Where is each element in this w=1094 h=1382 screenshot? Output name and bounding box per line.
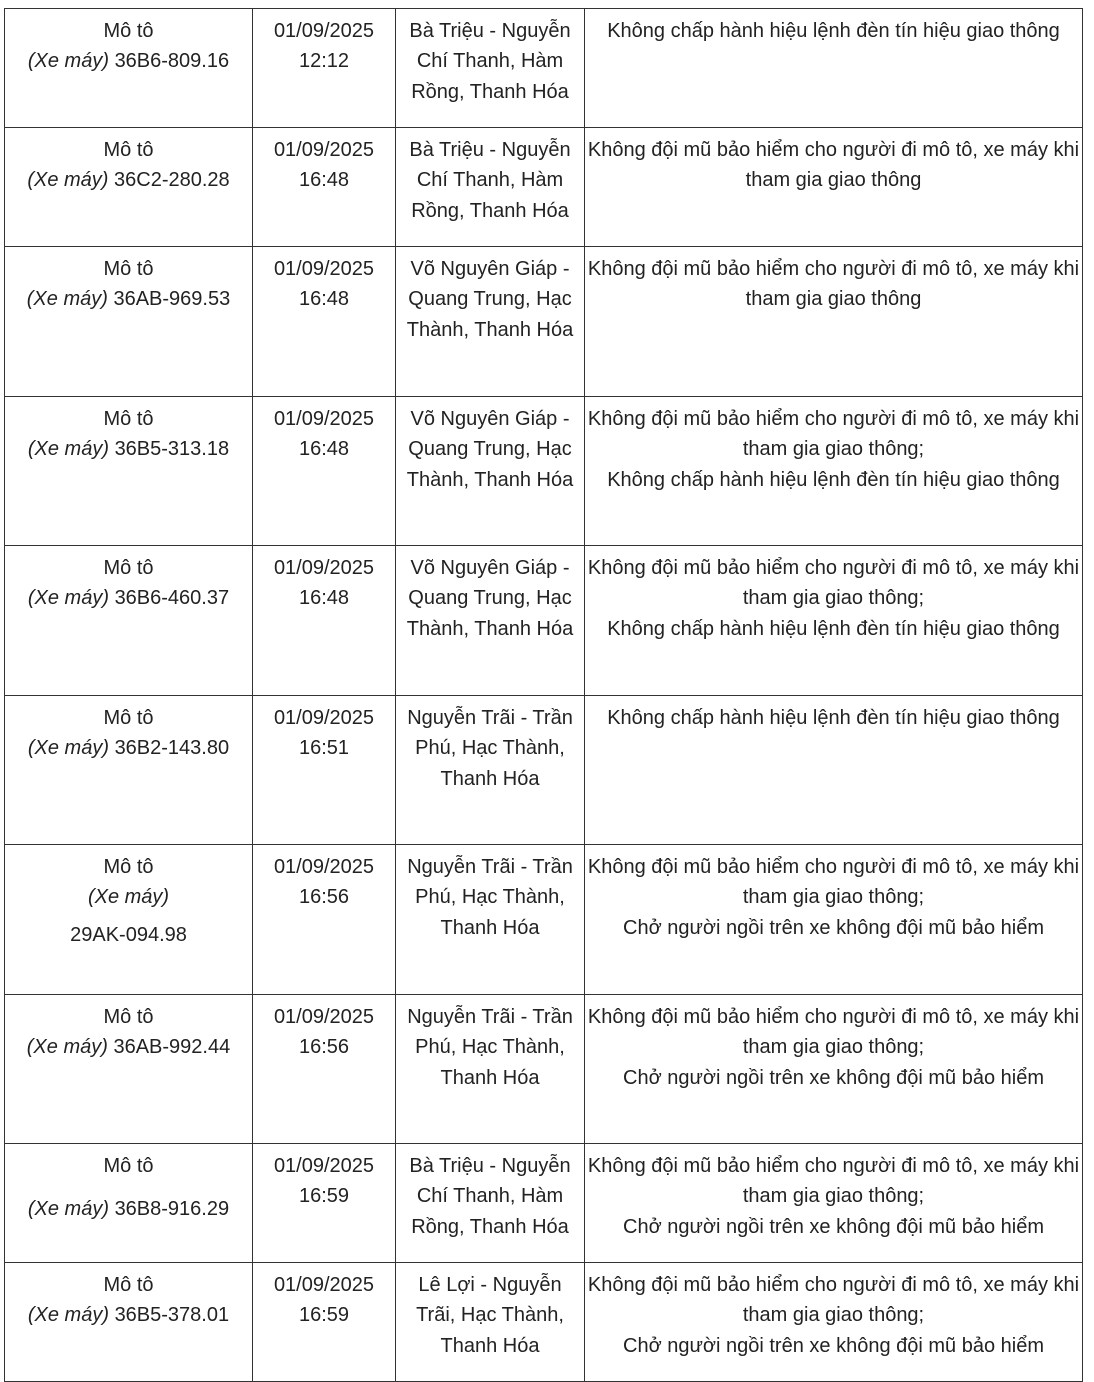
license-plate: 36B6-809.16 bbox=[114, 50, 230, 73]
violation-date: 01/09/2025 bbox=[273, 1006, 375, 1028]
location-cell bbox=[396, 995, 585, 1144]
violation-text: Không chấp hành hiệu lệnh đèn tín hiệu giao thông bbox=[607, 20, 1060, 42]
location-cell bbox=[396, 128, 585, 247]
vehicle-type: Mô tô bbox=[103, 258, 154, 280]
license-plate: 36AB-992.44 bbox=[113, 1036, 231, 1059]
vehicle-type: Mô tô bbox=[103, 1274, 154, 1296]
location-cell bbox=[396, 397, 585, 546]
datetime-cell bbox=[253, 1263, 396, 1382]
violation-location: Nguyễn Trãi - Trần Phú, Hạc Thành, Thanh Hóa bbox=[407, 707, 573, 790]
vehicle-cell bbox=[5, 9, 253, 128]
violation-text: Chở người ngồi trên xe không đội mũ bảo hiểm bbox=[623, 1215, 1044, 1238]
vehicle-type: Mô tô bbox=[103, 557, 154, 579]
violation-location: Võ Nguyên Giáp - Quang Trung, Hạc Thành, Thanh Hóa bbox=[406, 557, 574, 640]
violation-date: 01/09/2025 bbox=[273, 20, 375, 42]
datetime-cell bbox=[253, 845, 396, 995]
vehicle-cell bbox=[5, 845, 253, 995]
violation-cell bbox=[585, 696, 1083, 845]
violation-text: Không đội mũ bảo hiểm cho người đi mô tô, xe máy khi tham gia giao thông; bbox=[587, 1006, 1080, 1059]
violation-cell bbox=[585, 1144, 1083, 1263]
violation-text: Không đội mũ bảo hiểm cho người đi mô tô, xe máy khi tham gia giao thông; bbox=[587, 1155, 1080, 1208]
violation-time: 16:48 bbox=[298, 288, 350, 311]
violation-time: 16:59 bbox=[298, 1304, 350, 1327]
violation-date: 01/09/2025 bbox=[273, 1155, 375, 1177]
vehicle-subtype: (Xe máy) bbox=[87, 886, 170, 909]
vehicle-type: Mô tô bbox=[103, 139, 154, 161]
datetime-cell bbox=[253, 9, 396, 128]
violation-text: Không đội mũ bảo hiểm cho người đi mô tô, xe máy khi tham gia giao thông bbox=[587, 258, 1080, 311]
vehicle-type: Mô tô bbox=[103, 1155, 154, 1177]
vehicle-type: Mô tô bbox=[103, 707, 154, 729]
license-plate: 36B8-916.29 bbox=[114, 1198, 230, 1221]
location-cell bbox=[396, 1263, 585, 1382]
violation-cell bbox=[585, 9, 1083, 128]
table-row bbox=[5, 546, 1083, 696]
vehicle-cell bbox=[5, 247, 253, 397]
violation-time: 16:48 bbox=[298, 169, 350, 192]
violation-text: Chở người ngồi trên xe không đội mũ bảo hiểm bbox=[623, 916, 1044, 939]
vehicle-subtype: (Xe máy) bbox=[27, 587, 109, 610]
violation-date: 01/09/2025 bbox=[273, 707, 375, 729]
table-row bbox=[5, 1263, 1083, 1382]
violation-time: 16:51 bbox=[298, 737, 350, 760]
location-cell bbox=[396, 845, 585, 995]
vehicle-cell bbox=[5, 1263, 253, 1382]
table-row bbox=[5, 247, 1083, 397]
license-plate: 29AK-094.98 bbox=[70, 923, 187, 946]
datetime-cell bbox=[253, 397, 396, 546]
location-cell bbox=[396, 1144, 585, 1263]
violation-time: 16:59 bbox=[298, 1185, 350, 1208]
violation-cell bbox=[585, 397, 1083, 546]
vehicle-subtype: (Xe máy) bbox=[27, 1198, 109, 1221]
vehicle-subtype: (Xe máy) bbox=[27, 737, 109, 760]
violation-text: Không chấp hành hiệu lệnh đèn tín hiệu giao thông bbox=[607, 617, 1060, 640]
violation-location: Võ Nguyên Giáp - Quang Trung, Hạc Thành, Thanh Hóa bbox=[406, 408, 574, 491]
violation-location: Bà Triệu - Nguyễn Chí Thanh, Hàm Rồng, Thanh Hóa bbox=[409, 139, 571, 222]
vehicle-subtype: (Xe máy) bbox=[26, 1036, 108, 1059]
vehicle-cell bbox=[5, 1144, 253, 1263]
table-row bbox=[5, 696, 1083, 845]
vehicle-type: Mô tô bbox=[103, 408, 154, 430]
vehicle-cell bbox=[5, 995, 253, 1144]
violation-text: Không đội mũ bảo hiểm cho người đi mô tô, xe máy khi tham gia giao thông bbox=[587, 139, 1080, 192]
vehicle-type: Mô tô bbox=[103, 856, 154, 878]
datetime-cell bbox=[253, 696, 396, 845]
license-plate: 36B5-378.01 bbox=[114, 1304, 230, 1327]
location-cell bbox=[396, 696, 585, 845]
vehicle-subtype: (Xe máy) bbox=[26, 288, 108, 311]
violation-location: Bà Triệu - Nguyễn Chí Thanh, Hàm Rồng, Thanh Hóa bbox=[409, 1155, 571, 1238]
violation-text: Không đội mũ bảo hiểm cho người đi mô tô, xe máy khi tham gia giao thông; bbox=[587, 408, 1080, 461]
violation-location: Võ Nguyên Giáp - Quang Trung, Hạc Thành, Thanh Hóa bbox=[406, 258, 574, 341]
table-row bbox=[5, 128, 1083, 247]
datetime-cell bbox=[253, 546, 396, 696]
violation-time: 16:56 bbox=[298, 886, 350, 909]
vehicle-subtype: (Xe máy) bbox=[27, 1304, 109, 1327]
violation-location: Nguyễn Trãi - Trần Phú, Hạc Thành, Thanh Hóa bbox=[407, 1006, 573, 1089]
license-plate: 36B5-313.18 bbox=[114, 438, 230, 461]
violation-date: 01/09/2025 bbox=[273, 856, 375, 878]
violation-time: 12:12 bbox=[298, 50, 350, 73]
vehicle-subtype: (Xe máy) bbox=[27, 438, 109, 461]
vehicle-cell bbox=[5, 546, 253, 696]
license-plate: 36B2-143.80 bbox=[114, 737, 230, 760]
location-cell bbox=[396, 546, 585, 696]
violation-cell bbox=[585, 1263, 1083, 1382]
violation-location: Bà Triệu - Nguyễn Chí Thanh, Hàm Rồng, Thanh Hóa bbox=[409, 20, 571, 103]
violation-time: 16:48 bbox=[298, 438, 350, 461]
location-cell bbox=[396, 9, 585, 128]
vehicle-type: Mô tô bbox=[103, 20, 154, 42]
table-row bbox=[5, 9, 1083, 128]
table-row bbox=[5, 995, 1083, 1144]
datetime-cell bbox=[253, 128, 396, 247]
violation-date: 01/09/2025 bbox=[273, 258, 375, 280]
license-plate: 36B6-460.37 bbox=[114, 587, 230, 610]
license-plate: 36AB-969.53 bbox=[113, 288, 231, 311]
vehicle-cell bbox=[5, 696, 253, 845]
violation-text: Không đội mũ bảo hiểm cho người đi mô tô, xe máy khi tham gia giao thông; bbox=[587, 557, 1080, 610]
datetime-cell bbox=[253, 1144, 396, 1263]
datetime-cell bbox=[253, 247, 396, 397]
violations-table bbox=[4, 8, 1083, 1382]
violation-location: Nguyễn Trãi - Trần Phú, Hạc Thành, Thanh Hóa bbox=[407, 856, 573, 939]
datetime-cell bbox=[253, 995, 396, 1144]
vehicle-subtype: (Xe máy) bbox=[27, 169, 109, 192]
violation-text: Không chấp hành hiệu lệnh đèn tín hiệu giao thông bbox=[607, 468, 1060, 491]
violation-text: Không chấp hành hiệu lệnh đèn tín hiệu giao thông bbox=[607, 707, 1060, 729]
table-row bbox=[5, 1144, 1083, 1263]
location-cell bbox=[396, 247, 585, 397]
violation-date: 01/09/2025 bbox=[273, 139, 375, 161]
violation-cell bbox=[585, 128, 1083, 247]
vehicle-cell bbox=[5, 128, 253, 247]
violation-date: 01/09/2025 bbox=[273, 1274, 375, 1296]
violation-date: 01/09/2025 bbox=[273, 557, 375, 579]
table-row bbox=[5, 397, 1083, 546]
violation-cell bbox=[585, 845, 1083, 995]
table-row bbox=[5, 845, 1083, 995]
violation-time: 16:56 bbox=[298, 1036, 350, 1059]
vehicle-type: Mô tô bbox=[103, 1006, 154, 1028]
violation-cell bbox=[585, 247, 1083, 397]
violation-text: Chở người ngồi trên xe không đội mũ bảo hiểm bbox=[623, 1066, 1044, 1089]
violation-location: Lê Lợi - Nguyễn Trãi, Hạc Thành, Thanh Hóa bbox=[416, 1274, 564, 1357]
violation-date: 01/09/2025 bbox=[273, 408, 375, 430]
vehicle-cell bbox=[5, 397, 253, 546]
violation-text: Không đội mũ bảo hiểm cho người đi mô tô, xe máy khi tham gia giao thông; bbox=[587, 1274, 1080, 1327]
violation-text: Không đội mũ bảo hiểm cho người đi mô tô, xe máy khi tham gia giao thông; bbox=[587, 856, 1080, 909]
vehicle-subtype: (Xe máy) bbox=[27, 50, 109, 73]
violation-cell bbox=[585, 995, 1083, 1144]
violation-text: Chở người ngồi trên xe không đội mũ bảo hiểm bbox=[623, 1334, 1044, 1357]
violation-time: 16:48 bbox=[298, 587, 350, 610]
license-plate: 36C2-280.28 bbox=[114, 169, 230, 192]
violation-cell bbox=[585, 546, 1083, 696]
